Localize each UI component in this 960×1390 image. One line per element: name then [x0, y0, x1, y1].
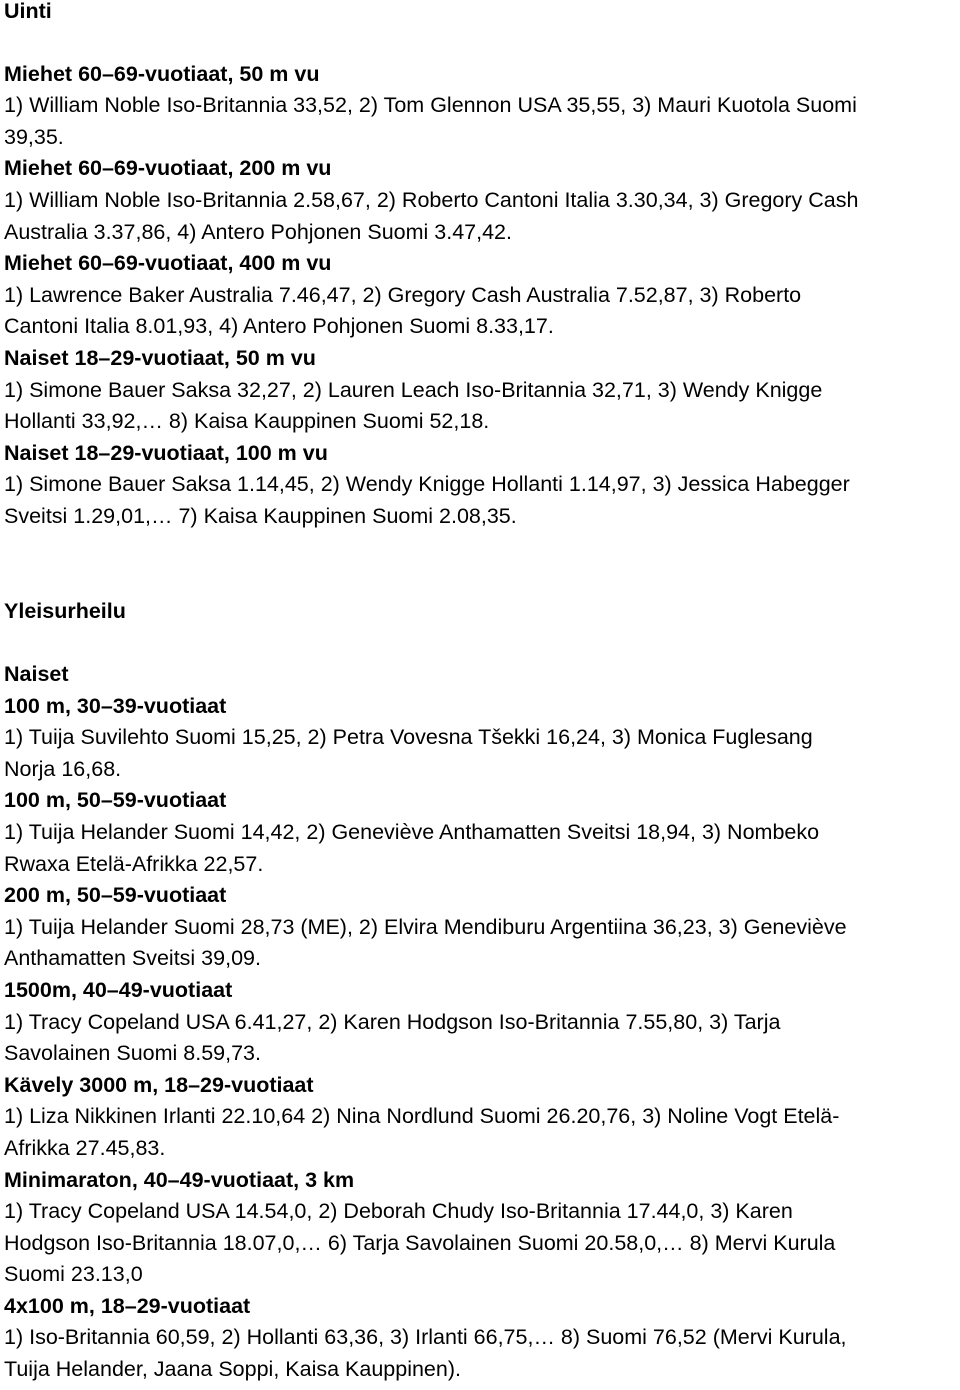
result-line: 1) Simone Bauer Saksa 32,27, 2) Lauren Leach Iso-Britannia 32,71, 3) Wendy Knigge [4, 378, 823, 402]
result-line: 1) Simone Bauer Saksa 1.14,45, 2) Wendy Knigge Hollanti 1.14,97, 3) Jessica Habegger [4, 472, 850, 496]
result-line: 1) William Noble Iso-Britannia 33,52, 2) Tom Glennon USA 35,55, 3) Mauri Kuotola Suomi [4, 93, 857, 117]
event-heading: 200 m, 50–59-vuotiaat [4, 883, 227, 907]
result-line: 1) Tracy Copeland USA 14.54,0, 2) Deborah Chudy Iso-Britannia 17.44,0, 3) Karen [4, 1199, 793, 1223]
result-line: Suomi 23.13,0 [4, 1262, 143, 1286]
result-line: 1) Tuija Suvilehto Suomi 15,25, 2) Petra Vovesna Tšekki 16,24, 3) Monica Fuglesang [4, 725, 813, 749]
result-line: Hodgson Iso-Britannia 18.07,0,… 6) Tarja Savolainen Suomi 20.58,0,… 8) Mervi Kurula [4, 1231, 836, 1255]
section-subtitle: Naiset [4, 662, 69, 686]
result-line: 1) Tuija Helander Suomi 14,42, 2) Geneviève Anthamatten Sveitsi 18,94, 3) Nombeko [4, 820, 820, 844]
result-line: 1) Lawrence Baker Australia 7.46,47, 2) Gregory Cash Australia 7.52,87, 3) Roberto [4, 283, 802, 307]
result-line: 1) Tracy Copeland USA 6.41,27, 2) Karen Hodgson Iso-Britannia 7.55,80, 3) Tarja [4, 1010, 781, 1034]
result-line: Anthamatten Sveitsi 39,09. [4, 946, 261, 970]
event-heading: Kävely 3000 m, 18–29-vuotiaat [4, 1073, 314, 1097]
event-heading: Naiset 18–29-vuotiaat, 100 m vu [4, 441, 328, 465]
result-line: Rwaxa Etelä-Afrikka 22,57. [4, 852, 264, 876]
section-title-uinti: Uinti [4, 0, 52, 23]
result-line: Australia 3.37,86, 4) Antero Pohjonen Suomi 3.47,42. [4, 220, 512, 244]
event-heading: 100 m, 30–39-vuotiaat [4, 694, 227, 718]
result-line: Hollanti 33,92,… 8) Kaisa Kauppinen Suomi 52,18. [4, 409, 490, 433]
event-heading: 4x100 m, 18–29-vuotiaat [4, 1294, 251, 1318]
result-line: 39,35. [4, 125, 64, 149]
result-line: Savolainen Suomi 8.59,73. [4, 1041, 261, 1065]
result-line: 1) Liza Nikkinen Irlanti 22.10,64 2) Nina Nordlund Suomi 26.20,76, 3) Noline Vogt Etelä- [4, 1104, 840, 1128]
result-line: Tuija Helander, Jaana Soppi, Kaisa Kauppinen). [4, 1357, 461, 1381]
result-line: Norja 16,68. [4, 757, 122, 781]
event-heading: 100 m, 50–59-vuotiaat [4, 788, 227, 812]
event-heading: Miehet 60–69-vuotiaat, 200 m vu [4, 156, 332, 180]
event-heading: Naiset 18–29-vuotiaat, 50 m vu [4, 346, 316, 370]
result-line: Sveitsi 1.29,01,… 7) Kaisa Kauppinen Suomi 2.08,35. [4, 504, 517, 528]
result-line: Cantoni Italia 8.01,93, 4) Antero Pohjonen Suomi 8.33,17. [4, 314, 554, 338]
section-title-yleisurheilu: Yleisurheilu [4, 599, 126, 623]
event-heading: Minimaraton, 40–49-vuotiaat, 3 km [4, 1168, 355, 1192]
event-heading: 1500m, 40–49-vuotiaat [4, 978, 233, 1002]
result-line: 1) William Noble Iso-Britannia 2.58,67, 2) Roberto Cantoni Italia 3.30,34, 3) Gregory Cash [4, 188, 859, 212]
result-line: 1) Tuija Helander Suomi 28,73 (ME), 2) Elvira Mendiburu Argentiina 36,23, 3) Geneviève [4, 915, 847, 939]
event-heading: Miehet 60–69-vuotiaat, 50 m vu [4, 62, 320, 86]
result-line: 1) Iso-Britannia 60,59, 2) Hollanti 63,36, 3) Irlanti 66,75,… 8) Suomi 76,52 (Mervi Kurula, [4, 1325, 847, 1349]
result-line: Afrikka 27.45,83. [4, 1136, 166, 1160]
event-heading: Miehet 60–69-vuotiaat, 400 m vu [4, 251, 332, 275]
